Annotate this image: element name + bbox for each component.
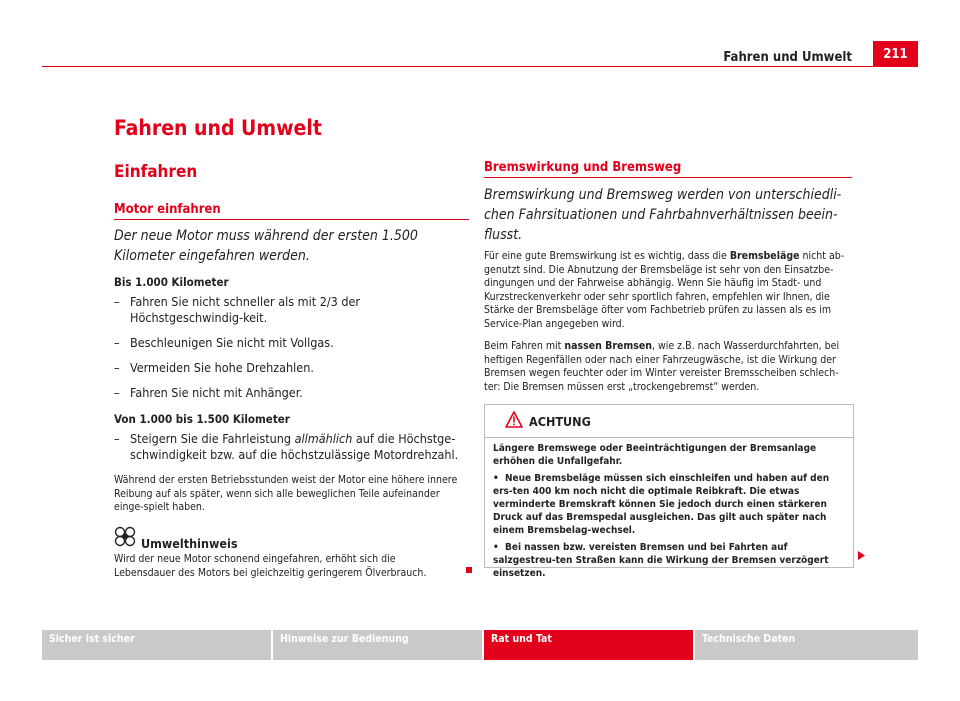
warning-header xyxy=(485,405,853,438)
warning-label: ACHTUNG xyxy=(529,414,591,429)
footer-tab-advice[interactable]: Rat und Tat xyxy=(484,630,693,660)
paragraph-brake-pads: Für eine gute Bremswirkung ist es wichtig, dass die Bremsbeläge nicht ab-genutzt sind. Die Abnutzung der Bremsbeläge ist sehr von den Einsatzbe-dingungen und der Fahrweise abhängig. Wenn Sie häufig im Stadt- und Kurzstreckenverkehr oder sehr sportlich fahren, empfehlen wir Ihnen, die Stärke der Bremsbeläge öfter vom Fachbetrieb prüfen zu lassen als es im Service-Plan angegeben wird. xyxy=(484,250,845,330)
chapter-title: Fahren und Umwelt xyxy=(114,116,322,140)
label-up-to-1000: Bis 1.000 Kilometer xyxy=(114,275,229,289)
running-header-title: Fahren und Umwelt xyxy=(723,50,852,65)
environment-note-title: Umwelthinweis xyxy=(141,536,238,551)
intro-text-left: Der neue Motor muss während der ersten 1.500 Kilometer eingefahren werden. xyxy=(114,228,418,264)
subsection-rule-right xyxy=(484,177,852,178)
environment-flower-icon xyxy=(113,526,137,548)
footer-tab-safety[interactable]: Sicher ist sicher xyxy=(42,630,271,660)
environment-note-text: Wird der neue Motor schonend eingefahren, erhöht sich die Lebensdauer des Motors bei gleichzeitig geringerem Ölverbrauch. xyxy=(114,553,427,579)
footer-tab-technical-data[interactable]: Technische Daten xyxy=(695,630,918,660)
subsection-rule-left xyxy=(114,219,469,220)
subsection-title-brakes: Bremswirkung und Bremsweg xyxy=(484,160,682,175)
header-rule xyxy=(42,66,918,67)
list-item: – Vermeiden Sie hohe Drehzahlen. xyxy=(114,360,314,375)
paragraph-break-in: Während der ersten Betriebsstunden weist der Motor eine höhere innere Reibung auf als später, wenn sich alle beweglichen Teile aufeinander einge-spielt haben. xyxy=(114,474,458,513)
list-item: – Fahren Sie nicht schneller als mit 2/3 der Höchstgeschwindig-keit. xyxy=(114,294,361,325)
warning-bullet: • Neue Bremsbeläge müssen sich einschleifen und haben auf den ers-ten 400 km noch nicht die optimale Reibkraft. Die etwas verminderte Bremskraft können Sie jedoch durch einen stärkeren Druck auf das Bremspedal ausgleichen. Das gilt auch später nach einem Bremsbelag-wechsel. xyxy=(493,473,830,536)
section-title: Einfahren xyxy=(114,162,198,182)
warning-content xyxy=(485,438,853,580)
warning-bullet: • Bei nassen bzw. vereisten Bremsen und bei Fahrten auf salzgestreu-ten Straßen kann die Wirkung der Bremsen verzögert einsetzen. xyxy=(493,542,829,579)
warning-lead: Längere Bremswege oder Beeinträchtigungen der Bremsanlage erhöhen die Unfallgefahr. xyxy=(493,443,817,467)
label-1000-to-1500: Von 1.000 bis 1.500 Kilometer xyxy=(114,412,290,426)
subsection-title-engine: Motor einfahren xyxy=(114,202,221,217)
list-item: – Beschleunigen Sie nicht mit Vollgas. xyxy=(114,335,334,350)
end-of-section-marker xyxy=(466,567,472,573)
list-item: – Steigern Sie die Fahrleistung allmählich auf die Höchstge-schwindigkeit bzw. auf die höchstzulässige Motordrehzahl. xyxy=(114,431,459,462)
paragraph-wet-brakes: Beim Fahren mit nassen Bremsen, wie z.B. nach Wasserdurchfahrten, bei heftigen Regenfällen oder nach einer Fahrzeugwäsche, ist die Wirkung der Bremsen wegen feuchter oder im Winter vereister Bremsscheiben schlech-ter: Die Bremsen müssen erst „trockengebremst“ werden. xyxy=(484,340,840,393)
continue-arrow-icon xyxy=(858,551,865,560)
footer-tab-operation[interactable]: Hinweise zur Bedienung xyxy=(273,630,482,660)
list-item: – Fahren Sie nicht mit Anhänger. xyxy=(114,385,303,400)
page-number: 211 xyxy=(873,41,918,66)
intro-text-right: Bremswirkung und Bremsweg werden von unterschiedli-chen Fahrsituationen und Fahrbahnverhältnissen beein-flusst. xyxy=(484,187,842,243)
warning-box xyxy=(484,404,854,579)
warning-triangle-icon xyxy=(505,411,523,428)
